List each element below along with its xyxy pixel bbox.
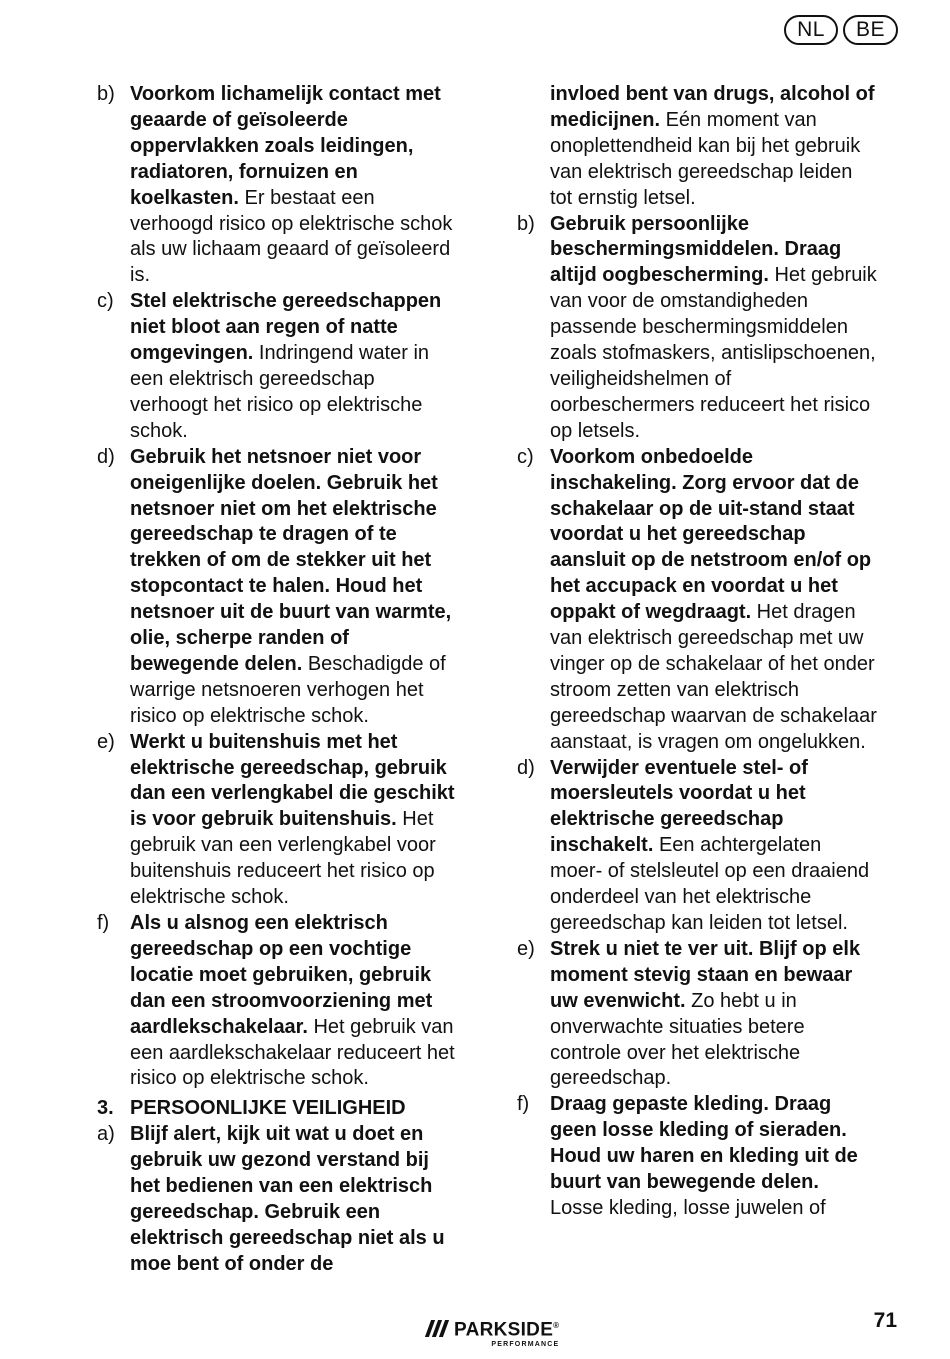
list-item-d bbox=[517, 756, 877, 937]
list-item-body: Een achtergelaten moer- of stelsleutel op een draaiend onderdeel van het elektrische gereedschap kan leiden tot letsel. bbox=[550, 834, 870, 934]
list-item-heading: Voorkom onbedoelde inschakeling. Zorg ervoor dat de schakelaar op de uit-stand staat voordat u het gereedschap aansluit op de netstroom en/of op het accupack en voordat u het oppakt of wegdraagt. bbox=[550, 445, 872, 624]
list-item-body: Het gebruik van een verlengkabel voor buitenshuis reduceert het risico op elektrische schok. bbox=[130, 808, 436, 909]
stripes-icon bbox=[428, 1320, 446, 1337]
list-item-heading: Als u alsnog een elektrisch gereedschap op een vochtige locatie moet gebruiken, gebruik dan een stroomvoorziening met aardlekschakelaar. bbox=[130, 912, 433, 1038]
list-item-e bbox=[517, 937, 877, 1092]
section-number: 3. bbox=[97, 1097, 114, 1120]
language-badge-be: BE bbox=[843, 15, 898, 45]
list-item-label: b) bbox=[517, 212, 535, 235]
list-item-label: c) bbox=[97, 290, 114, 313]
list-item-label: e) bbox=[517, 937, 535, 960]
list-item-heading: Blijf alert, kijk uit wat u doet en gebruik uw gezond verstand bij het bedienen van een elektrisch gereedschap. Gebruik een elektrisch gereedschap niet als u moe bent of onder de bbox=[130, 1123, 445, 1275]
list-item-heading: Gebruik het netsnoer niet voor oneigenlijke doelen. Gebruik het netsnoer niet om het elektrische gereedschap te dragen of te trekken of om de stekker uit het stopcontact te halen. Houd het netsnoer uit de buurt van warmte, olie, scherpe randen of bewegende delen. bbox=[130, 445, 452, 675]
list-item-a-continued bbox=[517, 82, 877, 212]
list-item-heading: Werkt u buitenshuis met het elektrische gereedschap, gebruik dan een verlengkabel die geschikt is voor gebruik buitenshuis. bbox=[130, 730, 455, 831]
list-item-body: Het dragen van elektrisch gereedschap met uw vinger op de schakelaar of het onder stroom zetten van elektrisch gereedschap waarvan de schakelaar aanstaat, is vragen om ongelukken. bbox=[550, 601, 877, 753]
list-item-a bbox=[97, 1122, 457, 1277]
list-item-d bbox=[97, 445, 457, 730]
right-column bbox=[517, 82, 877, 1222]
list-item-heading: Gebruik persoonlijke beschermingsmiddelen. Draag altijd oogbescherming. bbox=[550, 212, 842, 287]
list-item-body: Losse kleding, losse juwelen of bbox=[550, 1196, 826, 1219]
section-heading bbox=[97, 1096, 457, 1122]
language-badge-nl: NL bbox=[784, 15, 838, 45]
list-item-label: f) bbox=[517, 1093, 530, 1116]
list-item-body: Indringend water in een elektrisch gereedschap verhoogt het risico op elektrische schok. bbox=[130, 342, 430, 442]
list-item-f bbox=[517, 1092, 877, 1222]
list-item-heading: Verwijder eventuele stel- of moersleutels voordat u het elektrische gereedschap inschakelt. bbox=[550, 756, 808, 857]
list-item-body: Eén moment van onoplettendheid kan bij het gebruik van elektrisch gereedschap leiden tot ernstig letsel. bbox=[550, 108, 861, 209]
list-item-e bbox=[97, 730, 457, 911]
list-item-body: Zo hebt u in onverwachte situaties betere controle over het elektrische gereedschap. bbox=[550, 989, 805, 1090]
left-column bbox=[97, 82, 457, 1278]
list-item-c bbox=[517, 445, 877, 756]
list-item-body: Beschadigde of warrige netsnoeren verhogen het risico op elektrische schok. bbox=[130, 652, 446, 727]
list-item-label: a) bbox=[97, 1123, 115, 1146]
list-item-f bbox=[97, 911, 457, 1092]
list-item-b bbox=[517, 212, 877, 445]
list-item-label: b) bbox=[97, 83, 115, 105]
list-item-heading: invloed bent van drugs, alcohol of medicijnen. bbox=[550, 83, 875, 131]
registered-mark: ® bbox=[553, 1321, 560, 1330]
list-item-heading: Voorkom lichamelijk contact met geaarde of geïsoleerde oppervlakken zoals leidingen, radiatoren, fornuizen en koelkasten. bbox=[130, 83, 441, 209]
list-item-label: c) bbox=[517, 445, 534, 468]
list-item-c bbox=[97, 289, 457, 444]
brand-name: PARKSIDE bbox=[454, 1319, 554, 1341]
list-item-label: e) bbox=[97, 730, 115, 753]
list-item-body: Het gebruik van voor de omstandigheden passende beschermingsmiddelen zoals stofmaskers, antislipschoenen, veiligheidshelmen of oorbeschermers reduceert het risico op letsels. bbox=[550, 264, 877, 442]
list-item-body: Het gebruik van een aardlekschakelaar reduceert het risico op elektrische schok. bbox=[130, 1015, 455, 1090]
list-item-body: Er bestaat een verhoogd risico op elektrische schok als uw lichaam geaard of geïsoleerd is. bbox=[130, 186, 453, 287]
list-item-b bbox=[97, 82, 457, 289]
list-item-heading: Draag gepaste kleding. Draag geen losse kleding of sieraden. Houd uw haren en kleding uit de buurt van bewegende delen. bbox=[550, 1093, 858, 1194]
parkside-logo bbox=[428, 1316, 559, 1348]
section-title: PERSOONLIJKE VEILIGHEID bbox=[130, 1097, 406, 1120]
page-number: 71 bbox=[873, 1309, 897, 1332]
list-item-label: f) bbox=[97, 912, 110, 934]
list-item-heading: Stel elektrische gereedschappen niet bloot aan regen of natte omgevingen. bbox=[130, 290, 442, 365]
brand-subtitle: PERFORMANCE bbox=[491, 1341, 560, 1349]
list-item-heading: Strek u niet te ver uit. Blijf op elk moment stevig staan en bewaar uw evenwicht. bbox=[550, 937, 861, 1012]
language-badges bbox=[784, 15, 898, 45]
list-item-label: d) bbox=[97, 445, 115, 468]
list-item-label: d) bbox=[517, 756, 535, 779]
